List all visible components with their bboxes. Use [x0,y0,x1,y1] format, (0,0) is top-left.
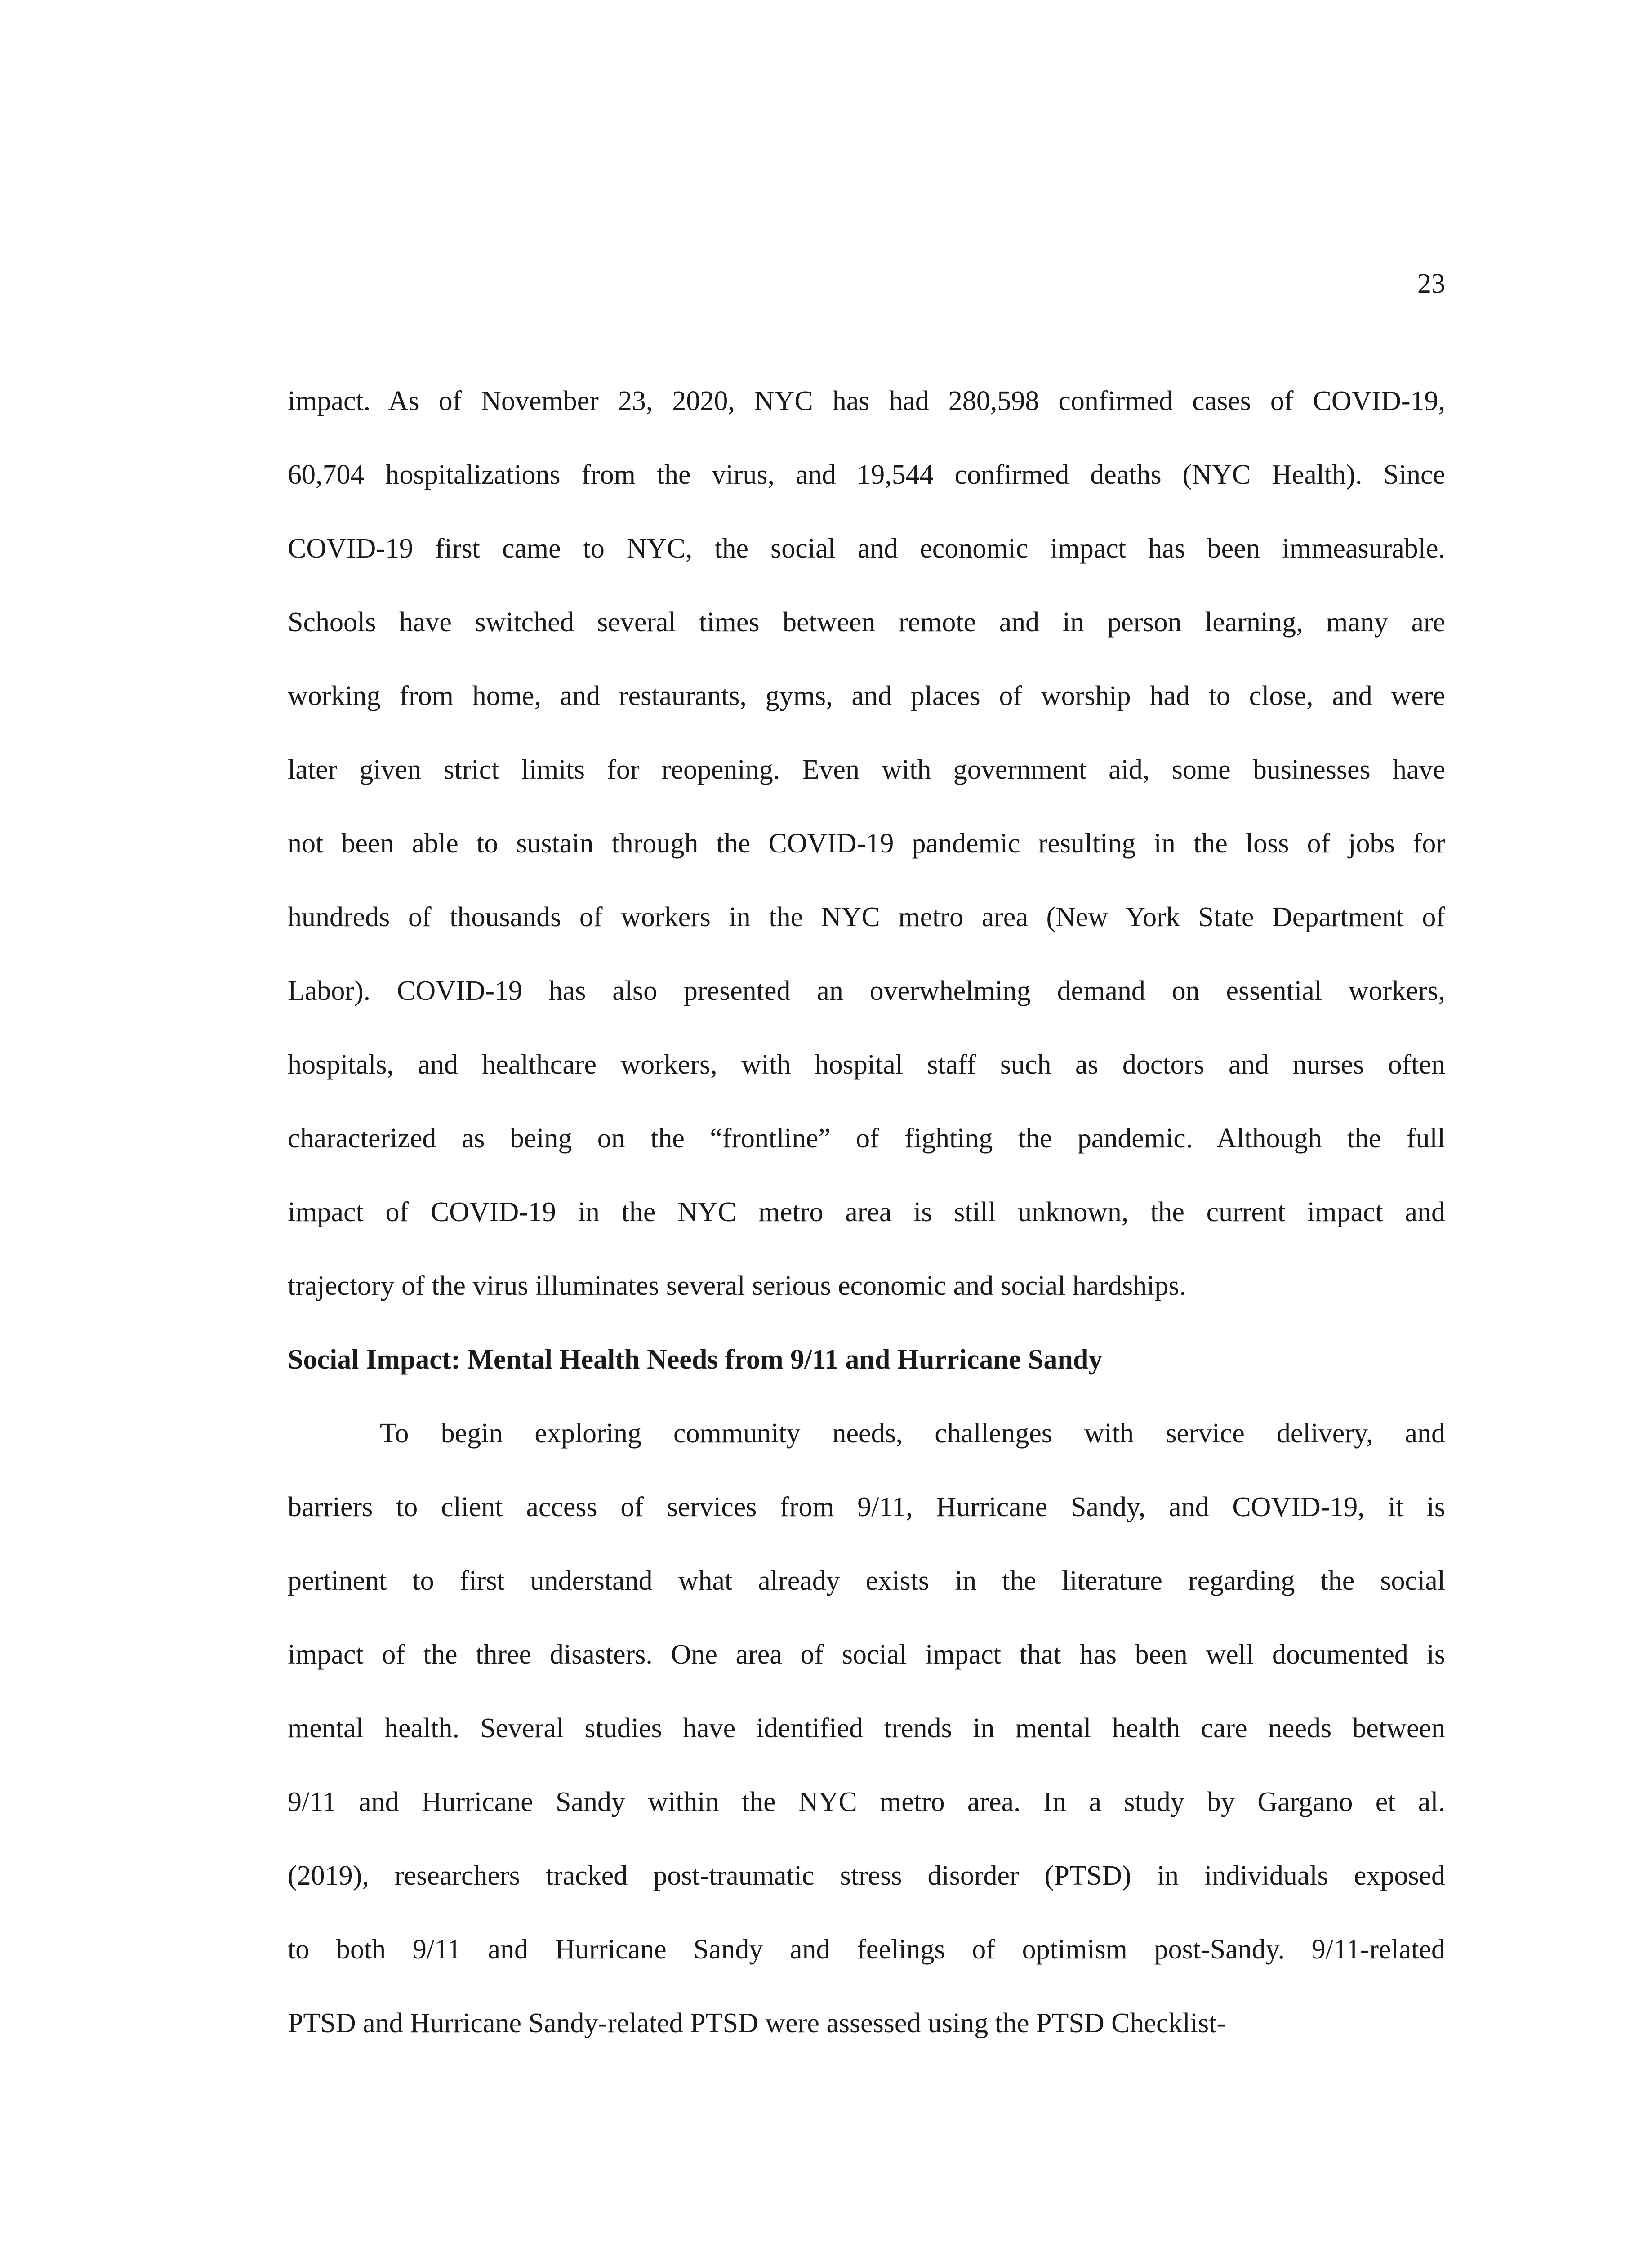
section-heading: Social Impact: Mental Health Needs from 9/11 and Hurricane Sandy [288,1344,1103,1375]
text-line: hundreds of thousands of workers in the NYC metro area (New York State Department of [288,902,1445,932]
text-line: barriers to client access of services from 9/11, Hurricane Sandy, and COVID-19, it is [288,1492,1445,1522]
document-body [288,364,1445,2060]
text-line: working from home, and restaurants, gyms, and places of worship had to close, and were [288,681,1445,711]
text-line: later given strict limits for reopening. Even with government aid, some businesses have [288,754,1445,785]
text-line: To begin exploring community needs, challenges with service delivery, and [380,1418,1445,1449]
text-line: not been able to sustain through the COVID-19 pandemic resulting in the loss of jobs for [288,828,1445,859]
text-line: characterized as being on the “frontline” of fighting the pandemic. Although the full [288,1123,1445,1154]
text-line: pertinent to first understand what already exists in the literature regarding the social [288,1566,1445,1596]
paragraph-covid-impact [288,364,1445,1323]
text-line: PTSD and Hurricane Sandy-related PTSD were assessed using the PTSD Checklist- [288,2008,1226,2038]
text-line: impact of COVID-19 in the NYC metro area is still unknown, the current impact and [288,1197,1445,1227]
text-line: 60,704 hospitalizations from the virus, and 19,544 confirmed deaths (NYC Health). Since [288,459,1445,490]
text-line: to both 9/11 and Hurricane Sandy and feelings of optimism post-Sandy. 9/11-related [288,1934,1445,1965]
text-line: impact. As of November 23, 2020, NYC has had 280,598 confirmed cases of COVID-19, [288,386,1445,416]
text-line: mental health. Several studies have identified trends in mental health care needs between [288,1713,1445,1744]
text-line: Labor). COVID-19 has also presented an overwhelming demand on essential workers, [288,976,1445,1006]
text-line: trajectory of the virus illuminates several serious economic and social hardships. [288,1271,1186,1301]
text-line: hospitals, and healthcare workers, with hospital staff such as doctors and nurses often [288,1049,1445,1080]
text-line: COVID-19 first came to NYC, the social and economic impact has been immeasurable. [288,533,1445,564]
text-line: Schools have switched several times between remote and in person learning, many are [288,607,1445,638]
page-number: 23 [1417,268,1445,299]
text-line: (2019), researchers tracked post-traumatic stress disorder (PTSD) in individuals exposed [288,1860,1445,1891]
text-line: impact of the three disasters. One area of social impact that has been well documented is [288,1639,1445,1670]
paragraph-mental-health [288,1396,1445,2060]
text-line: 9/11 and Hurricane Sandy within the NYC metro area. In a study by Gargano et al. [288,1787,1445,1817]
